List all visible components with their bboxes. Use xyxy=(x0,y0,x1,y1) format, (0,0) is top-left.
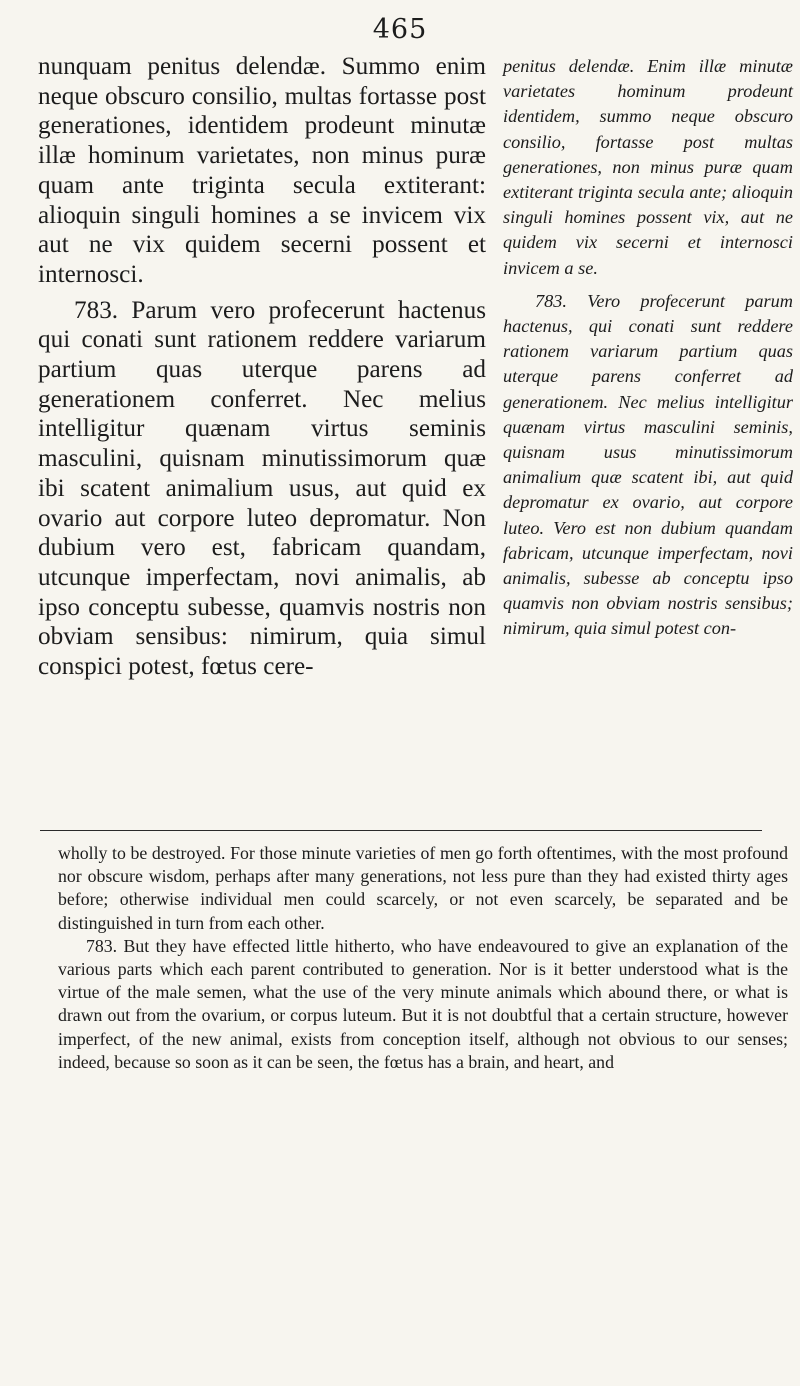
main-paragraph-2: 783. Parum vero profecerunt hactenus qui conati sunt rationem reddere variarum partium quas uterque parens ad generationem conferret. Nec melius intelligitur quænam virtus seminis masculini, quisnam minutissimorum quæ ibi scatent animalium usus, aut quid ex ovario aut corpore luteo depromatur. Non dubium vero est, fabricam quandam, utcunque imperfectam, novi animalis, ab ipso conceptu subesse, quamvis nostris non obviam sensibus: nimirum, quia simul conspici potest, fœtus cere- xyxy=(38,296,486,681)
translation-paragraph-2: 783. Vero profecerunt parum hactenus, qui conati sunt reddere rationem variarum partium quas uterque parens conferret ad generationem. Nec melius intelligitur quænam virtus masculini seminis, quisnam usus minutissimorum animalium quæ scatent ibi, aut quid depromatur ex ovario, aut corpore luteo. Vero est non dubium quandam fabricam, utcunque imperfectam, novi animalis, subesse ab conceptu ipso quamvis non obviam nostris sensibus; nimirum, quia simul potest con- xyxy=(503,290,793,639)
translation-paragraph-1: penitus delendæ. Enim illæ minutæ varietates hominum prodeunt identidem, summo neque obscuro consilio, fortasse post multas generationes, non minus puræ quam extiterant triginta secula ante; alioquin singuli homines possent vix, aut ne quidem vix secerni et internosci invicem a se. xyxy=(503,56,793,278)
main-paragraph-1: nunquam penitus delendæ. Summo enim neque obscuro consilio, multas fortasse post generationes, identidem prodeunt minutæ illæ hominum varietates, non minus puræ quam ante triginta secula extiterant: alioquin singuli homines a se invicem vix aut ne vix quidem secerni possent et internosci. xyxy=(38,53,486,288)
ordo-translation-column xyxy=(503,54,793,642)
footnote-paragraph-1: wholly to be destroyed. For those minute varieties of men go forth oftentimes, with the most profound nor obscure wisdom, perhaps after many generations, not less pure than they had existed thirty ages before; otherwise individual men could scarcely, or not even scarcely, be separated and be distinguished in turn from each other. xyxy=(58,843,788,933)
english-translation-footnote xyxy=(58,842,788,1074)
separator-rule xyxy=(40,830,762,831)
latin-main-column xyxy=(38,52,486,682)
footnote-paragraph-2: 783. But they have effected little hitherto, who have endeavoured to give an explanation of the various parts which each parent contributed to generation. Nor is it better understood what is the virtue of the male semen, what the use of the very minute animals which abound there, or what is drawn out from the ovarium, or corpus luteum. But it is not doubtful that a certain structure, however imperfect, of the new animal, exists from conception itself, although not obvious to our senses; indeed, because so soon as it can be seen, the fœtus has a brain, and heart, and xyxy=(58,935,788,1072)
page-number: 465 xyxy=(372,14,428,45)
